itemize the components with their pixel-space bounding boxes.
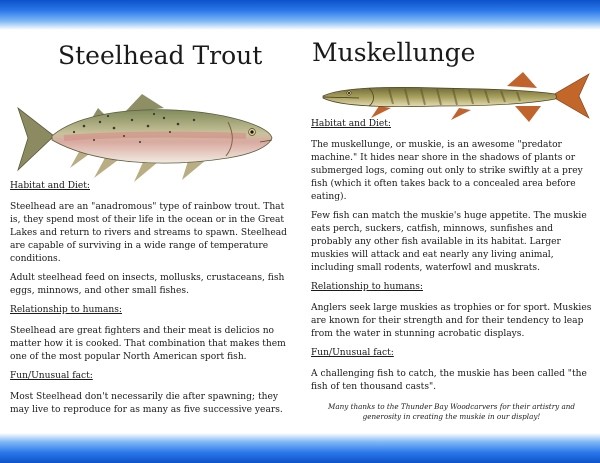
woodcarvers-credit: Many thanks to the Thunder Bay Woodcarvers for their artistry and generosity in creating the muskie in our display! xyxy=(327,402,575,421)
steelhead-habitat-heading: Habitat and Diet: xyxy=(10,181,90,191)
muskellunge-habitat-heading: Habitat and Diet: xyxy=(311,119,391,129)
steelhead-diet-paragraph: Adult steelhead feed on insects, mollusks, crustaceans, fish eggs, minnows, and other small fishes. xyxy=(10,273,285,296)
steelhead-fact-heading: Fun/Unusual fact: xyxy=(10,371,93,381)
steelhead-text xyxy=(10,180,293,423)
muskellunge-title: Muskellunge xyxy=(312,38,476,67)
muskellunge-humans-heading: Relationship to humans: xyxy=(311,282,423,292)
muskellunge-diet-paragraph: Few fish can match the muskie's huge appetite. The muskie eats perch, suckers, catfish, minnows, sunfishes and probably any other fish available in its habitat. Larger muskies will attack and eat nearly any living animal, including small rodents, waterfowl and muskrats. xyxy=(311,211,587,273)
bottom-blue-band xyxy=(0,433,600,463)
muskellunge-humans-paragraph: Anglers seek large muskies as trophies or for sport. Muskies are known for their strength and for their tendency to leap from the water in stunning acrobatic displays. xyxy=(311,303,592,339)
muskellunge-illustration xyxy=(319,66,591,126)
muskellunge-fact-paragraph: A challenging fish to catch, the muskie has been called "the fish of ten thousand casts". xyxy=(311,369,587,392)
steelhead-humans-paragraph: Steelhead are great fighters and their meat is delicios no matter how it is cooked. That combination that makes them one of the most popular North American sport fish. xyxy=(10,326,286,362)
muskellunge-fact-heading: Fun/Unusual fact: xyxy=(311,348,394,358)
steelhead-habitat-paragraph: Steelhead are an "anadromous" type of rainbow trout. That is, they spend most of their life in the ocean or in the Great Lakes and return to rivers and streams to spawn. Steelhead are capable of surviving in a wide range of temperature conditions. xyxy=(10,202,287,264)
steelhead-trout-illustration xyxy=(14,78,276,188)
steelhead-title: Steelhead Trout xyxy=(58,41,263,70)
top-blue-band xyxy=(0,0,600,30)
steelhead-fact-paragraph: Most Steelhead don't necessarily die after spawning; they may live to reproduce for as many as five successive years. xyxy=(10,392,283,415)
muskellunge-text xyxy=(311,118,592,422)
steelhead-humans-heading: Relationship to humans: xyxy=(10,305,122,315)
muskellunge-habitat-paragraph: The muskellunge, or muskie, is an awesome "predator machine." It hides near shore in the shadows of plants or submerged logs, coming out only to strike swiftly at a prey fish (which it often takes back to a concealed area before eating). xyxy=(311,140,583,202)
